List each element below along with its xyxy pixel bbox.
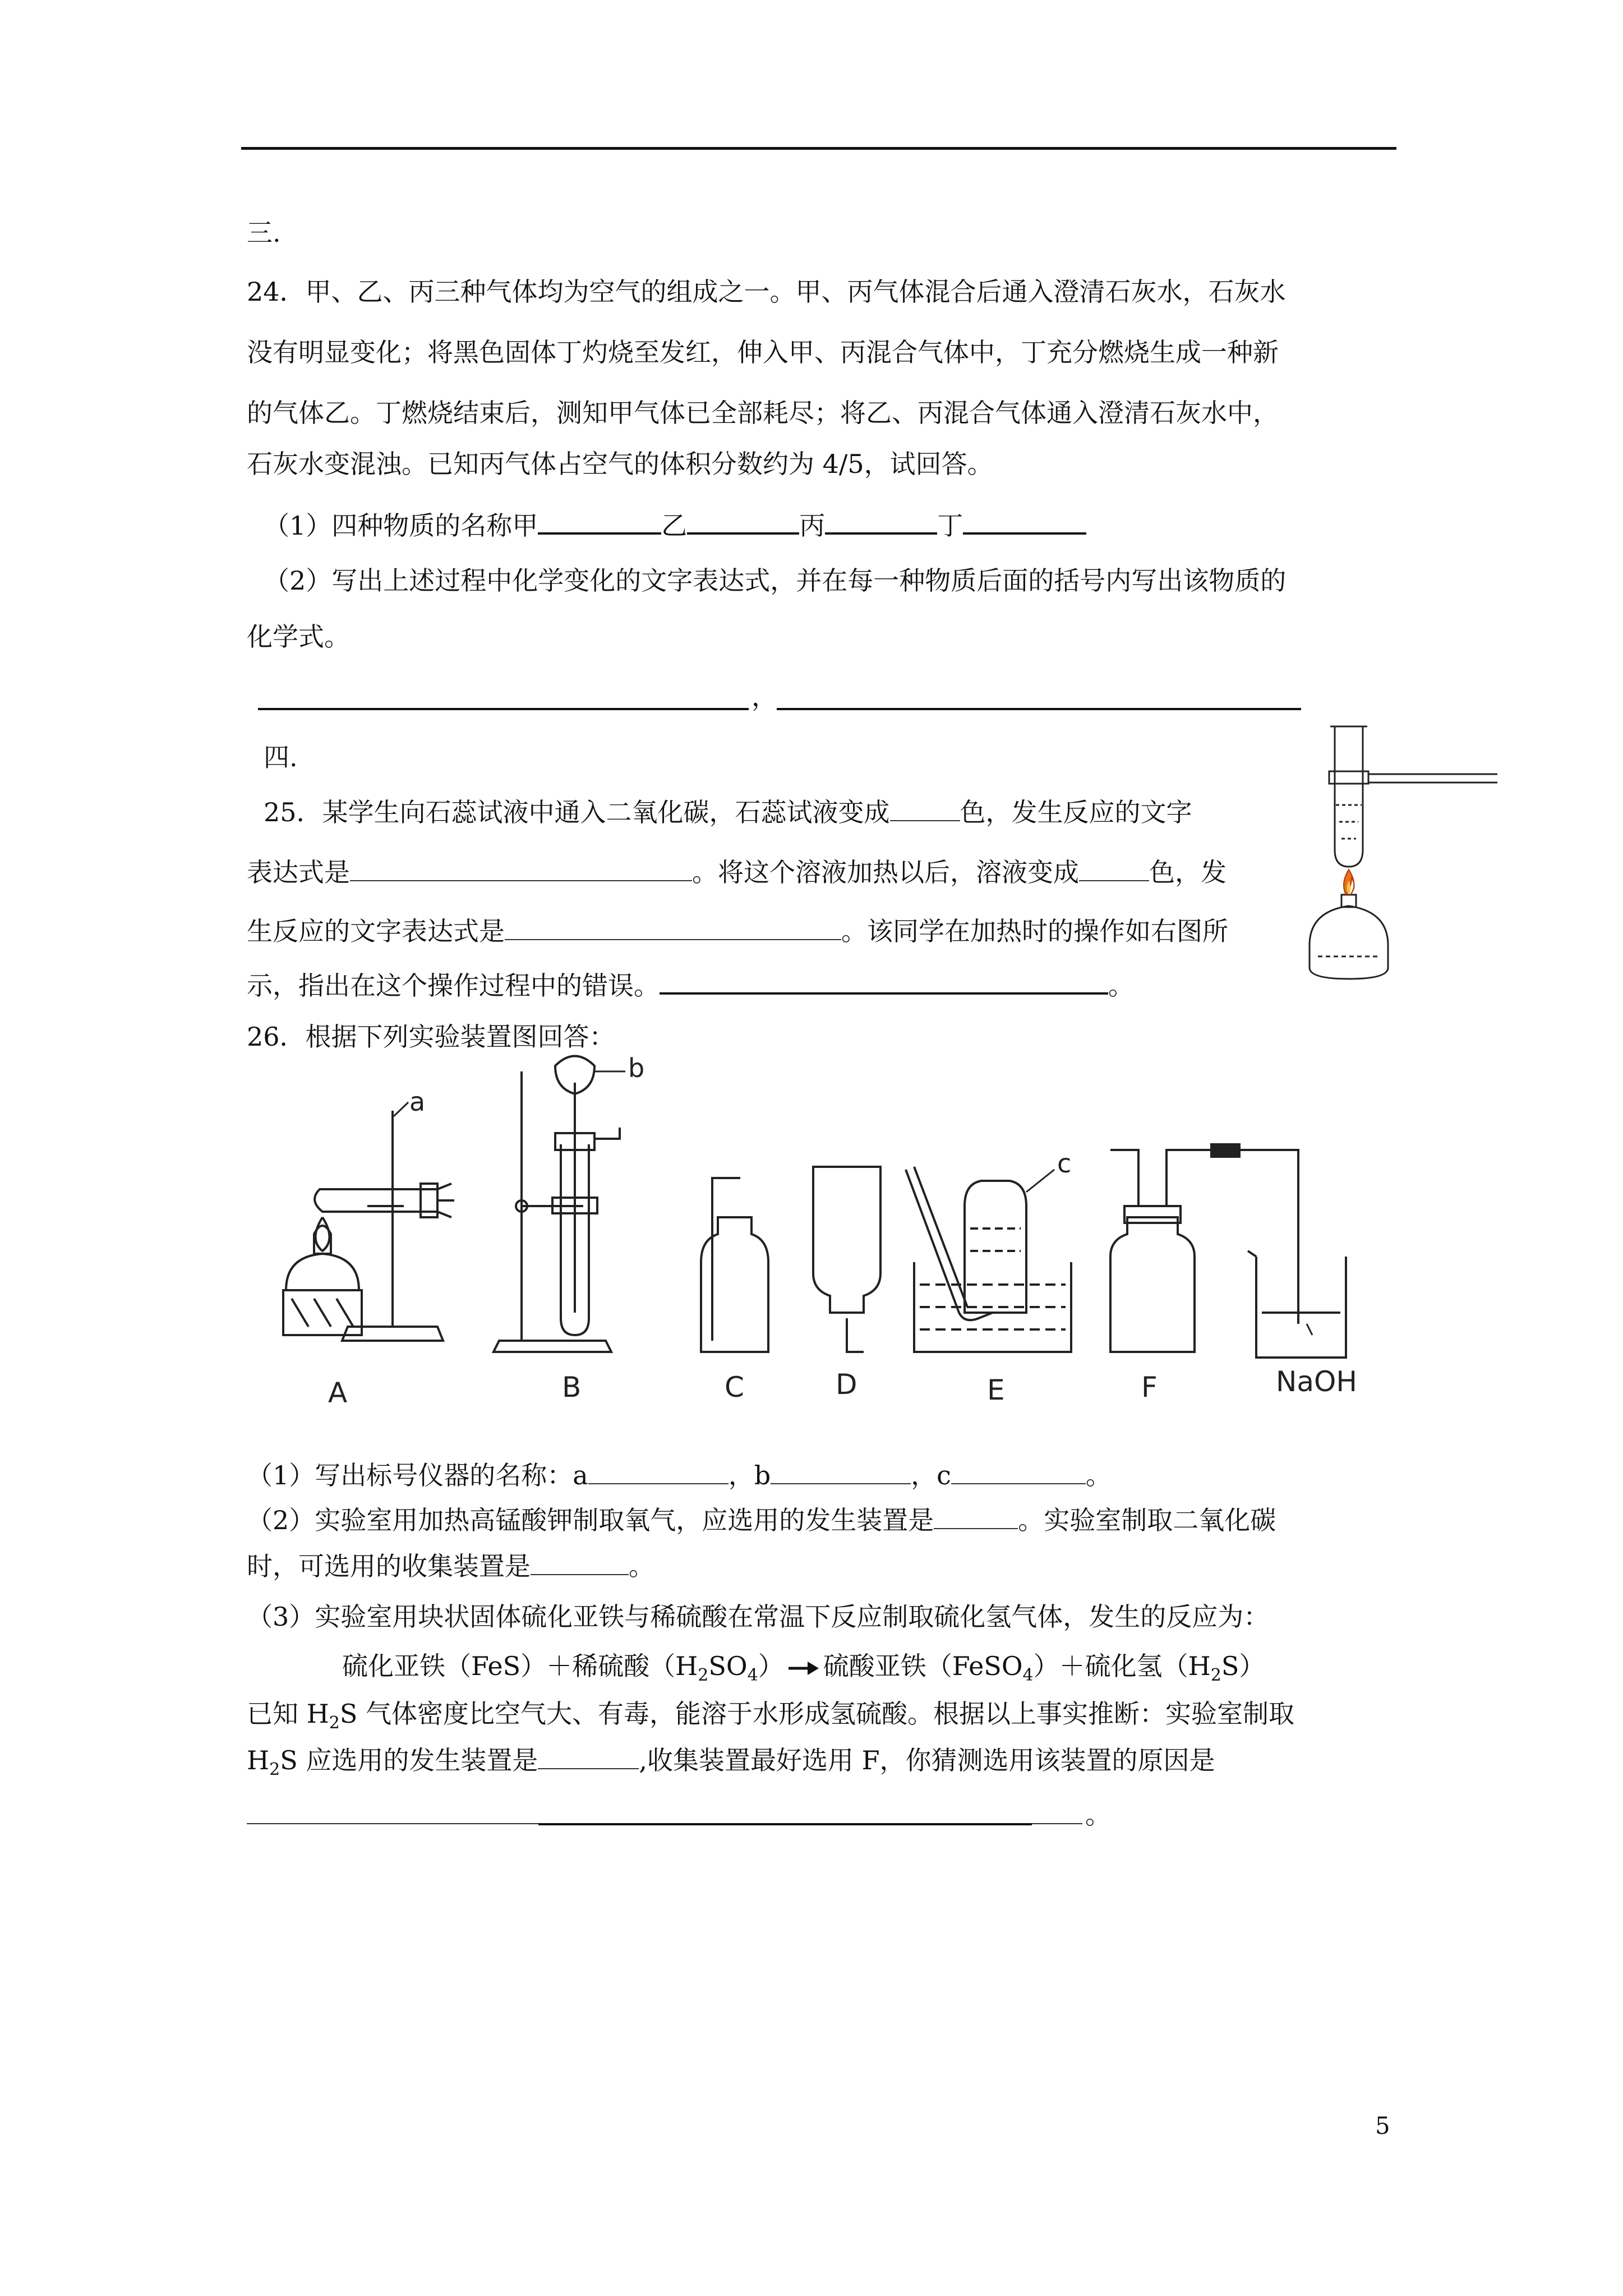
answer-blank-jia[interactable] [538,508,661,535]
q25-line-3 [247,914,1228,948]
arrow-right-icon [786,1657,821,1680]
q25-line4-text-b: 。 [1108,970,1134,1001]
apparatus-d [813,1167,880,1352]
callout-a: a [409,1087,426,1117]
label-a: A [328,1377,348,1408]
label-ding: 丁 [937,510,963,541]
q25-line2-text-c: 色，发 [1149,857,1227,887]
apparatus-a [283,1111,454,1341]
comma: ， [751,682,777,712]
answer-blank-ding[interactable] [963,508,1086,535]
apparatus-c [701,1178,768,1352]
q26-part1-c: ，c [911,1460,951,1490]
answer-blank-expression-1[interactable] [350,855,692,881]
q25-line1-text-b: 色，发生反应的文字 [960,797,1192,827]
q26-part1-a: （1）写出标号仪器的名称：a [247,1460,588,1490]
q24-part2-line-1: （2）写出上述过程中化学变化的文字表达式，并在每一种物质后面的括号内写出该物质的 [264,565,1287,596]
q26-part1-b: ，b [728,1460,771,1490]
answer-line-reason[interactable] [538,1823,1032,1825]
label-f: F [1141,1371,1158,1404]
apparatus-e [906,1167,1071,1352]
q25-line-4 [247,968,1134,1001]
label-c: C [725,1371,744,1404]
section-4-heading: 四. [264,742,298,772]
answer-blank-expression-2[interactable] [505,914,841,940]
label-yi: 乙 [661,510,688,541]
q24-text-line-2: 没有明显变化；将黑色固体丁灼烧至发红，伸入甲、丙混合气体中，丁充分燃烧生成一种新 [247,337,1279,367]
label-d: D [836,1368,857,1401]
q24-text-line-3: 的气体乙。丁燃烧结束后，测知甲气体已全部耗尽；将乙、丙混合气体通入澄清石灰水中， [247,398,1279,428]
q25-line4-text-a: 示，指出在这个操作过程中的错误。 [247,970,660,1001]
answer-blank-color-1[interactable] [890,795,960,821]
q25-line1-text-a: 25．某学生向石蕊试液中通入二氧化碳，石蕊试液变成 [264,797,890,827]
q26-part3-line-4: $H_2S$ 应选用的发生装置是 ,收集装置最好选用 F，你猜测选用该装置的原因是 [247,1743,1215,1777]
q26-part3-line-1: （3）实验室用块状固体硫化亚铁与稀硫酸在常温下反应制取硫化氢气体，发生的反应为： [247,1602,1270,1632]
page-number: 5 [1375,2112,1390,2139]
q25-line2-text-b: 。将这个溶液加热以后，溶液变成 [692,857,1079,887]
q26-part2-line-1 [247,1503,1276,1537]
answer-line-reason-end[interactable] [1032,1823,1082,1824]
answer-line-equation-1[interactable] [258,708,749,710]
q26-part2-line-2 [247,1549,654,1583]
callout-b: b [628,1053,645,1083]
q25-line2-text-a: 表达式是 [247,857,350,887]
q26-part1-end: 。 [1085,1460,1112,1490]
label-naoh: NaOH [1276,1365,1357,1398]
q26-part2-l2-b: 。 [629,1551,654,1581]
answer-blank-bing[interactable] [825,508,937,535]
q25-line3-text-a: 生反应的文字表达式是 [247,916,505,946]
q24-text-line-4: 石灰水变混浊。已知丙气体占空气的体积分数约为 4/5，试回答。 [247,449,993,479]
answer-line-reason-start[interactable] [247,1823,538,1824]
q25-line-2 [247,855,1227,889]
heating-test-tube-figure [1295,721,1497,990]
q25-line-1 [264,795,1192,829]
q25-line3-text-b: 。该同学在加热时的操作如右图所 [841,916,1228,946]
label-e: E [987,1374,1005,1406]
q26-part1 [247,1458,1112,1492]
q24-part2-line-2: 化学式。 [247,622,350,652]
q24-part1-prefix: （1）四种物质的名称甲 [264,510,538,541]
q24-part1 [264,508,1086,541]
q26-part2-l2-a: 时，可选用的收集装置是 [247,1551,531,1581]
answer-blank-color-2[interactable] [1079,855,1149,881]
label-bing: 丙 [799,510,826,541]
reaction-equation: 硫化亚铁（FeS）＋稀硫酸$(H_2SO_4)$ 硫酸亚铁（FeSO$_4$）＋硫化氢$(H_2S)$ [342,1651,1265,1686]
q24-text-line-1: 24．甲、乙、丙三种气体均为空气的组成之一。甲、丙气体混合后通入澄清石灰水，石灰水 [247,277,1286,307]
answer-blank-a[interactable] [588,1458,728,1484]
header-rule [241,147,1396,150]
q26-part2-l1-b: 。实验室制取二氧化碳 [1018,1505,1276,1535]
reason-end-mark: 。 [1085,1800,1111,1830]
answer-blank-c[interactable] [951,1458,1086,1484]
q26-part3-line-3: 已知 $H_2S$ 气体密度比空气大、有毒，能溶于水形成氢硫酸。根据以上事实推断：实验室制取 [247,1699,1294,1733]
answer-blank-collector-co2[interactable] [531,1549,629,1575]
answer-blank-yi[interactable] [687,508,799,535]
answer-blank-error[interactable] [660,968,1108,995]
answer-blank-generator-h2s[interactable] [538,1743,639,1769]
apparatus-f [1110,1144,1346,1358]
answer-line-equation-2[interactable] [777,708,1301,710]
label-b: B [562,1371,582,1404]
apparatus-b [494,1056,620,1352]
q26-intro: 26．根据下列实验装置图回答： [247,1022,615,1052]
q26-part2-l1-a: （2）实验室用加热高锰酸钾制取氧气，应选用的发生装置是 [247,1505,934,1535]
apparatus-figure [269,1049,1413,1408]
answer-blank-b[interactable] [771,1458,911,1484]
answer-blank-generator-o2[interactable] [934,1503,1018,1529]
section-3-heading: 三. [247,218,281,248]
callout-c: c [1057,1148,1072,1179]
